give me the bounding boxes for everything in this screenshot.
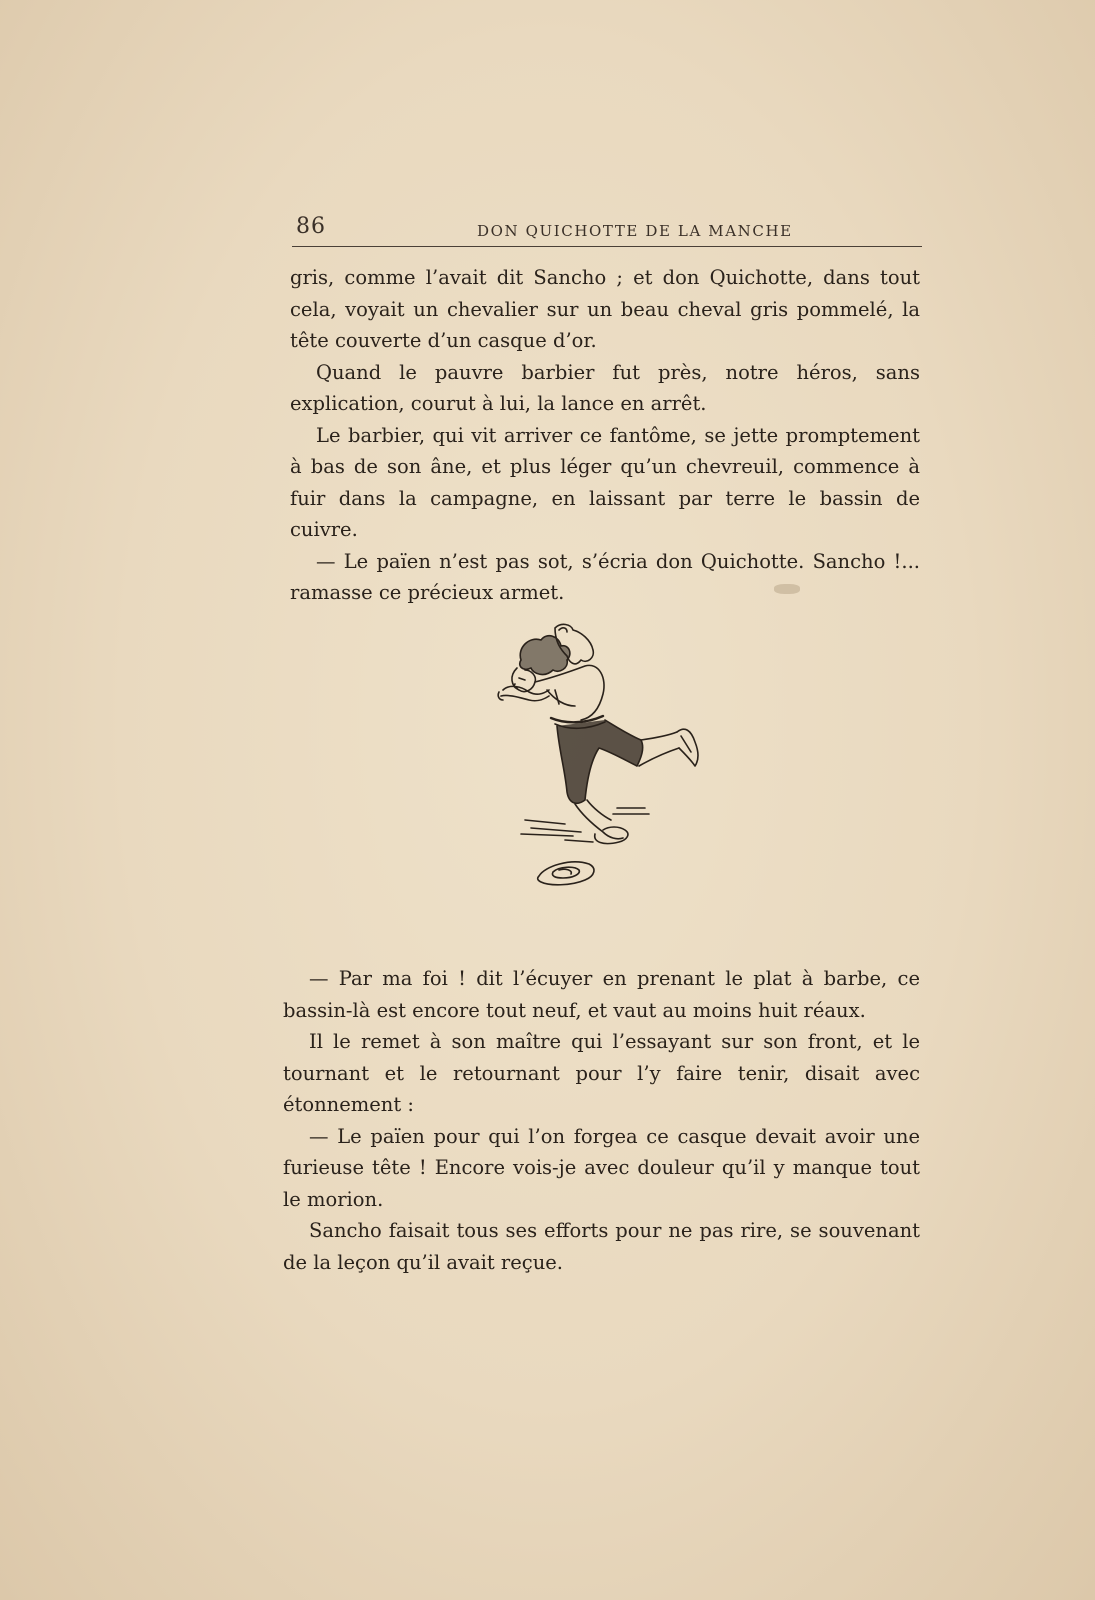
paragraph: gris, comme l’avait dit Sancho ; et don Quichotte, dans tout cela, voyait un chevalier sur un beau cheval gris pommelé, la tête couverte d’un casque d’or. (290, 266, 920, 352)
text-block-top (290, 262, 920, 609)
paper-stain (774, 584, 800, 594)
running-title: DON QUICHOTTE DE LA MANCHE (477, 222, 793, 240)
paragraph: Quand le pauvre barbier fut près, notre héros, sans explication, courut à lui, la lance en arrêt. (290, 360, 920, 415)
paragraph: Le barbier, qui vit arriver ce fantôme, se jette promptement à bas de son âne, et plus léger qu’un chevreuil, commence à fuir dans la campagne, en laissant par terre le bassin de cuivre. (290, 423, 920, 541)
fleeing-barber-illustration (495, 620, 725, 910)
paragraph: Sancho faisait tous ses efforts pour ne pas rire, se souvenant de la leçon qu’il avait reçue. (283, 1219, 920, 1274)
paragraph: Il le remet à son maître qui l’essayant sur son front, et le tournant et le retournant pour l’y faire tenir, disait avec étonnement : (283, 1030, 920, 1116)
running-head (292, 212, 922, 242)
paragraph: — Par ma foi ! dit l’écuyer en prenant le plat à barbe, ce bassin-là est encore tout neuf, et vaut au moins huit réaux. (283, 967, 920, 1022)
header-rule (292, 246, 922, 247)
text-block-bottom (283, 963, 920, 1278)
paragraph: — Le païen pour qui l’on forgea ce casque devait avoir une furieuse tête ! Encore vois-je avec douleur qu’il y manque tout le morion. (283, 1124, 920, 1211)
page-number: 86 (296, 214, 326, 239)
paragraph: — Le païen n’est pas sot, s’écria don Quichotte. Sancho !... ramasse ce précieux armet. (290, 549, 920, 604)
